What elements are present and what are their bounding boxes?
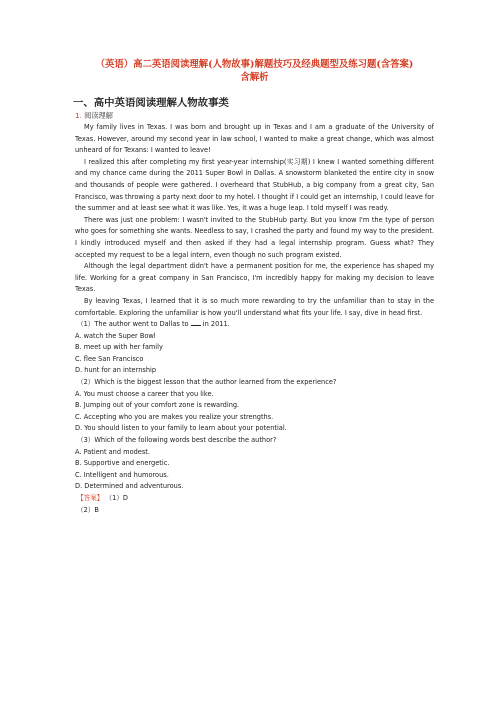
passage-paragraph: I realized this after completing my first year-year internship(实习期) I knew I wanted something different and my chance came during the 2011 Super Bowl in Dallas. A snowstorm blanketed the entire city in snow and thousands of people were gathered. I overheard that StubHub, a big company from a great city, San Francisco, was throwing a party next door to my hotel. I thought if I could get an internship, I could leave for the summer and at least see what it was like. Yes, it was a huge leap. I told myself I was ready. [75, 157, 434, 213]
passage-paragraph: My family lives in Texas. I was born and brought up in Texas and I am a graduate of the University of Texas. However, around my second year in law school, I wanted to make a great change, which was almost unheard of for Texans: I wanted to leave! [75, 123, 434, 155]
question-3-option-c: C. Intelligent and humorous. [75, 470, 169, 479]
question-2-option-c: C. Accepting who you are makes you realize your strengths. [75, 412, 274, 421]
subsection-heading [75, 111, 434, 121]
question-3-option-b: B. Supportive and energetic. [75, 459, 170, 468]
answer-tag: 【答案】 [77, 494, 104, 502]
question-2-option-d: D. You should listen to your family to learn about your potential. [75, 424, 287, 433]
answer-blank [191, 319, 201, 326]
question-2-option-a: A. You must choose a career that you like. [75, 389, 214, 398]
question-1-prompt-start: （1）The author went to Dallas to [77, 320, 189, 329]
title-line-2: 含解析 [240, 72, 269, 83]
question-2-option-b: B. Jumping out of your comfort zone is rewarding. [75, 401, 240, 410]
question-1 [77, 319, 434, 331]
title-line-1: （英语）高二英语阅读理解(人物故事)解题技巧及经典题型及练习题(含答案) [95, 59, 414, 70]
question-3: （3）Which of the following words best describe the author? [77, 436, 277, 445]
answer-2: （2）B [77, 505, 99, 514]
subsection-label: 阅读理解 [84, 111, 113, 120]
answer-line [77, 493, 434, 505]
question-1-option-b: B. meet up with her family [75, 343, 163, 352]
passage-paragraph: There was just one problem: I wasn't invited to the StubHub party. But you know I'm the type of person who goes for something she wants. Needless to say, I crashed the party and found my way to the president. I kindly introduced myself and then asked if they had a legal internship program. Guess what? They accepted my request to be a legal intern, even though no such program existed. [75, 215, 434, 259]
subsection-number: 1. [75, 111, 82, 120]
question-3-option-a: A. Patient and modest. [75, 447, 150, 456]
section-heading: 一、高中英语阅读理解人物故事类 [73, 97, 229, 109]
question-1-option-d: D. hunt for an internship [75, 366, 157, 375]
passage-paragraph: Although the legal department didn't have a permanent position for me, the experience has shaped my life. Working for a great company in San Francisco, I'm incredibly happy for making my decision to leave Texas. [75, 262, 434, 294]
question-1-option-c: C. flee San Francisco [75, 354, 144, 363]
passage-paragraph: By leaving Texas, I learned that it is so much more rewarding to try the unfamiliar than to stay in the comfortable. Exploring the unfamiliar is how you'll understand what fits your life. I say, dive in head first. [75, 296, 434, 317]
question-3-option-d: D. Determined and adventurous. [75, 482, 184, 491]
question-1-prompt-end: in 2011. [202, 320, 230, 329]
document-title [75, 58, 434, 84]
question-2: （2）Which is the biggest lesson that the author learned from the experience? [77, 378, 337, 387]
question-1-option-a: A. watch the Super Bowl [75, 331, 156, 340]
answer-1: （1）D [105, 494, 128, 502]
